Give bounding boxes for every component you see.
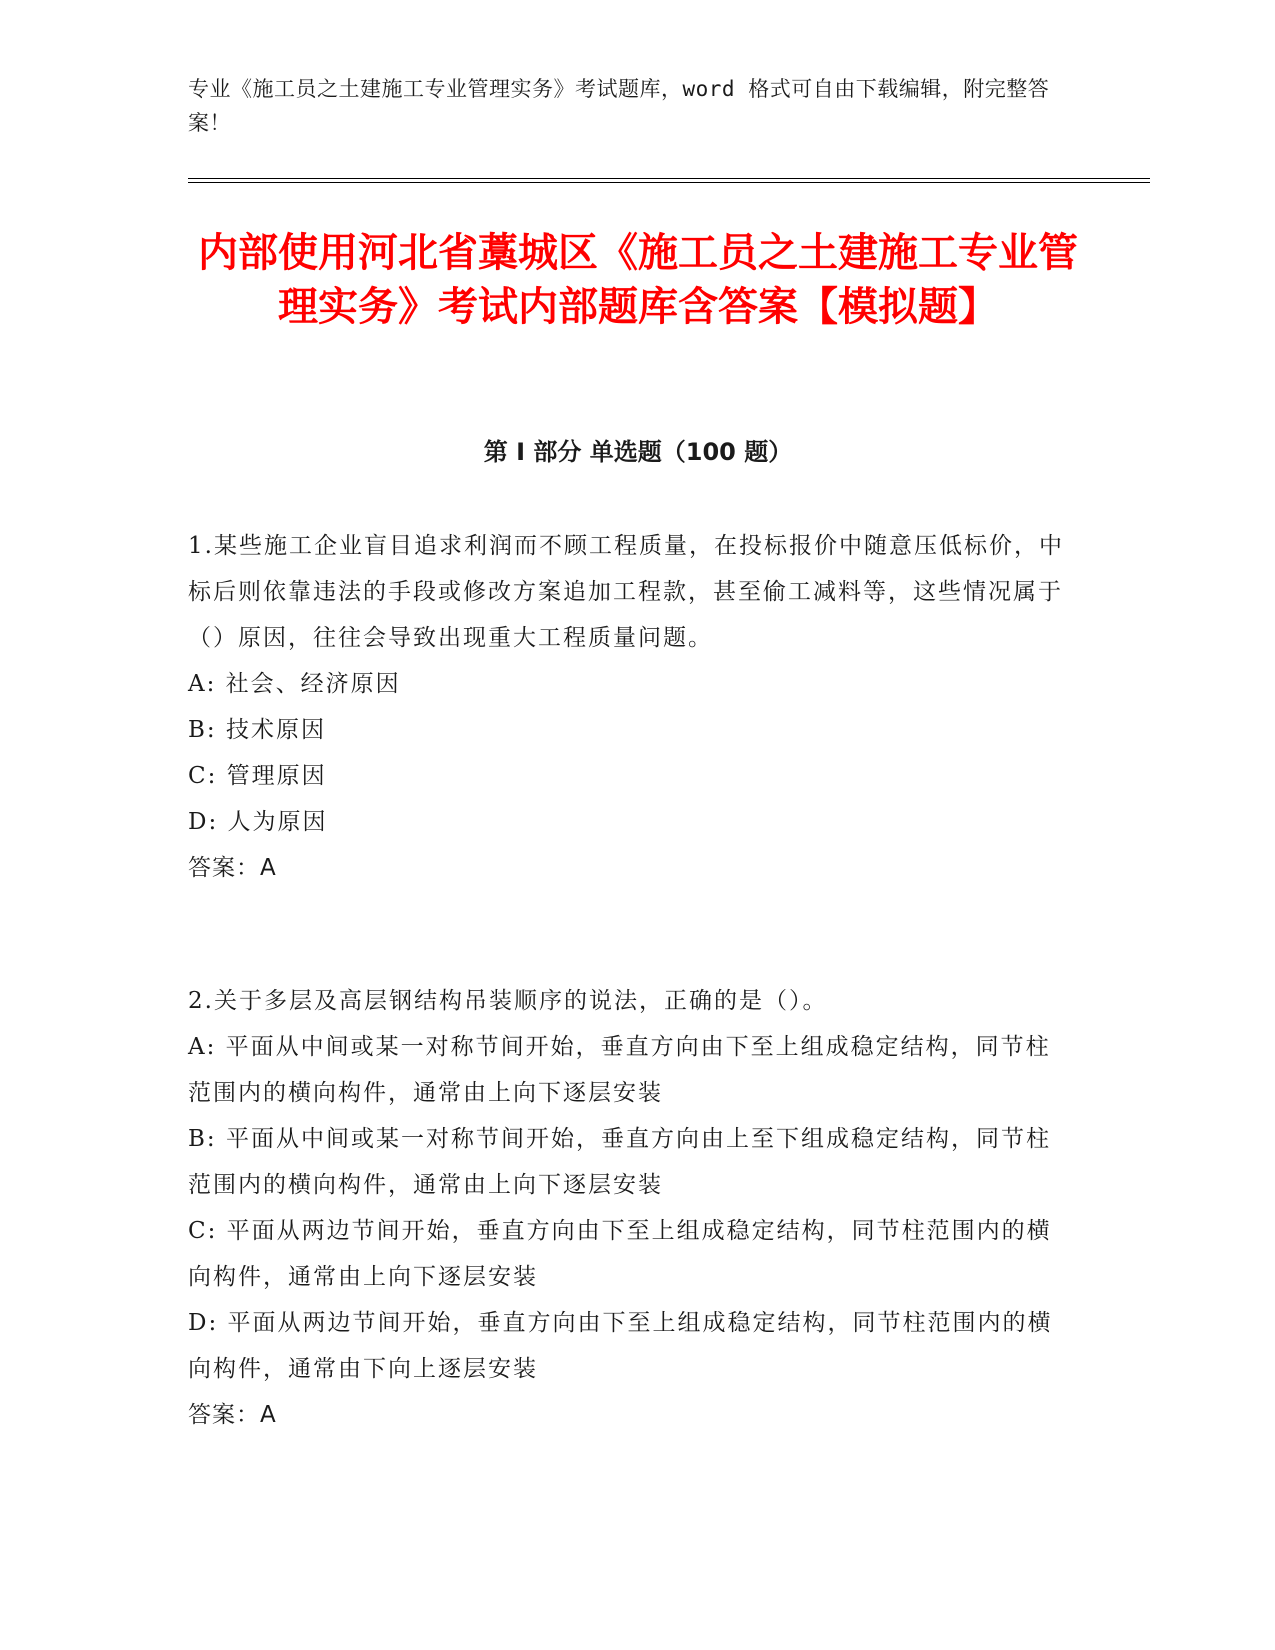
header-note: 专业《施工员之土建施工专业管理实务》考试题库，word 格式可自由下载编辑，附完整答案！ [188,77,1050,135]
document-title: 内部使用河北省藁城区《施工员之土建施工专业管理实务》考试内部题库含答案【模拟题】 [198,230,1078,330]
option-d: D: 人为原因 [188,809,328,835]
option-c: C: 管理原因 [188,763,327,789]
question-2 [188,978,1068,1438]
question-1 [188,523,1068,891]
question-stem: 2.关于多层及高层钢结构吊装顺序的说法，正确的是（）。 [188,988,828,1014]
header-divider-bottom [188,182,1150,183]
option-a: A: 平面从中间或某一对称节间开始，垂直方向由下至上组成稳定结构，同节柱范围内的横向构件，通常由上向下逐层安装 [188,1034,1051,1106]
option-d: D: 平面从两边节间开始，垂直方向由下至上组成稳定结构，同节柱范围内的横向构件，通常由下向上逐层安装 [188,1310,1053,1382]
option-a: A: 社会、经济原因 [188,671,401,697]
header-divider-top [188,178,1150,179]
answer-line: 答案：A [188,1402,277,1428]
option-b: B: 平面从中间或某一对称节间开始，垂直方向由上至下组成稳定结构，同节柱范围内的横向构件，通常由上向下逐层安装 [188,1126,1051,1198]
option-b: B: 技术原因 [188,717,326,743]
answer-line: 答案：A [188,855,277,881]
section-heading: 第 I 部分 单选题（100 题） [483,438,793,466]
question-stem: 1.某些施工企业盲目追求利润而不顾工程质量，在投标报价中随意压低标价，中标后则依靠违法的手段或修改方案追加工程款，甚至偷工减料等，这些情况属于（）原因，往往会导致出现重大工程质量问题。 [188,533,1064,651]
option-c: C: 平面从两边节间开始，垂直方向由下至上组成稳定结构，同节柱范围内的横向构件，通常由上向下逐层安装 [188,1218,1052,1290]
